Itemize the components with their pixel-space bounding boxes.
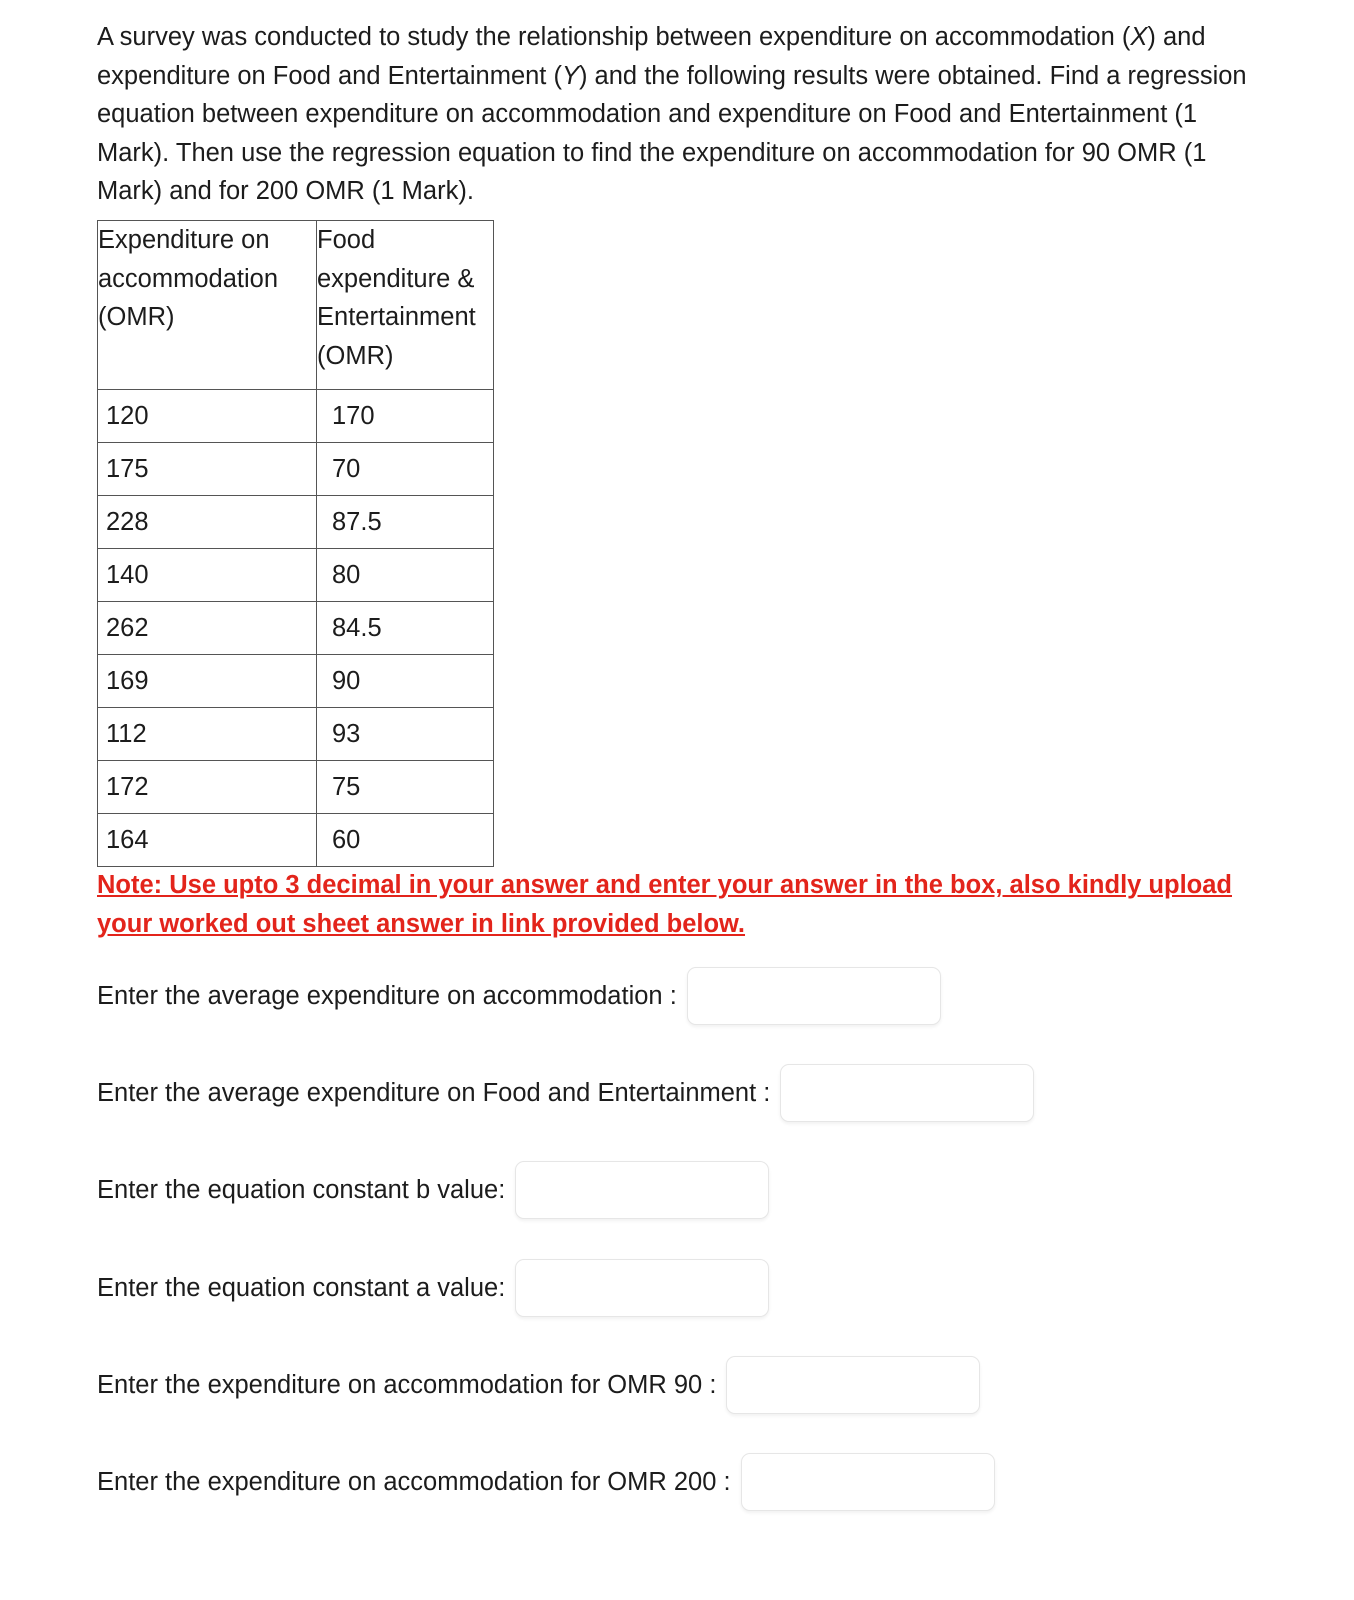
cell-y: 60 [317,814,494,867]
input-avg-food[interactable] [780,1064,1034,1122]
note-text: Note: Use upto 3 decimal in your answer and enter your answer in the box, also kindly upload your worked out sheet answer in link provided below. [97,871,1232,938]
cell-y: 70 [317,443,494,496]
cell-x: 120 [98,390,317,443]
answer-row-omr-200 [97,1452,995,1512]
table-row [98,602,494,655]
table-row [98,814,494,867]
input-constant-b[interactable] [515,1161,769,1219]
cell-y: 80 [317,549,494,602]
question-text [97,18,1267,211]
cell-y: 87.5 [317,496,494,549]
cell-y: 170 [317,390,494,443]
cell-x: 175 [98,443,317,496]
table-header-row [98,221,494,390]
table-row [98,761,494,814]
input-omr-200[interactable] [741,1453,995,1511]
header-food-entertainment: Food expenditure & Entertainment (OMR) [317,221,494,390]
label-avg-accommodation: Enter the average expenditure on accommodation : [97,981,677,1010]
cell-y: 75 [317,761,494,814]
label-omr-200: Enter the expenditure on accommodation for OMR 200 : [97,1467,731,1496]
cell-x: 172 [98,761,317,814]
question-part-3: ) and the following results were obtained. Find a regression equation between expenditure on accommodation and expenditure on Food and Entertainment (1 Mark). Then use the regression equation to find the expenditure on accommodation for 90 OMR (1 Mark) and for 200 OMR (1 Mark). [97,61,1247,206]
label-constant-b: Enter the equation constant b value: [97,1175,506,1204]
table-row [98,708,494,761]
variable-x: X [1130,23,1148,51]
input-avg-accommodation[interactable] [687,967,941,1025]
question-part-2: ) and expenditure on Food and Entertainment ( [97,23,1206,90]
cell-x: 262 [98,602,317,655]
cell-y: 93 [317,708,494,761]
answer-row-omr-90 [97,1355,980,1415]
cell-x: 169 [98,655,317,708]
cell-x: 164 [98,814,317,867]
cell-y: 84.5 [317,602,494,655]
answer-row-constant-a [97,1258,769,1318]
table-row [98,390,494,443]
table-row [98,443,494,496]
table-row [98,496,494,549]
data-table [97,220,494,867]
variable-y: Y [561,61,579,90]
table-row [98,655,494,708]
header-accommodation: Expenditure on accommodation (OMR) [98,221,317,390]
answer-row-avg-food [97,1063,1034,1123]
cell-x: 112 [98,708,317,761]
cell-x: 228 [98,496,317,549]
label-omr-90: Enter the expenditure on accommodation for OMR 90 : [97,1370,717,1399]
answer-row-constant-b [97,1160,769,1220]
input-constant-a[interactable] [515,1259,769,1317]
input-omr-90[interactable] [726,1356,980,1414]
label-constant-a: Enter the equation constant a value: [97,1273,506,1302]
table-row [98,549,494,602]
label-avg-food: Enter the average expenditure on Food and Entertainment : [97,1078,771,1107]
cell-y: 90 [317,655,494,708]
answer-row-avg-accommodation [97,966,941,1026]
question-part-1: A survey was conducted to study the relationship between expenditure on accommodation ( [97,23,1131,51]
cell-x: 140 [98,549,317,602]
